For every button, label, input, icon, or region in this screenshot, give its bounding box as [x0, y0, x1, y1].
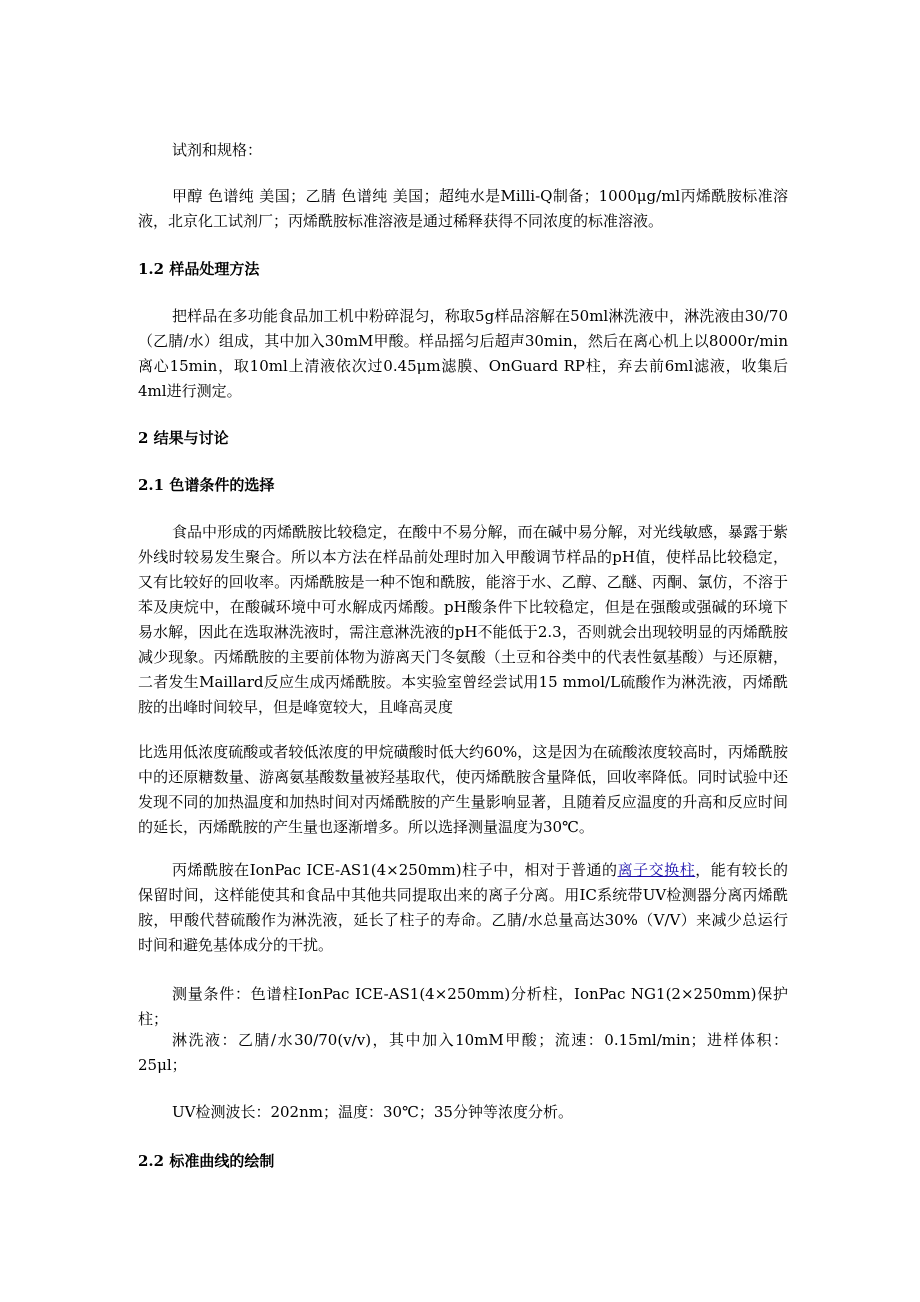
- sample-processing-paragraph: 把样品在多功能食品加工机中粉碎混匀，称取5g样品溶解在50ml淋洗液中，淋洗液由30/70（乙腈/水）组成，其中加入30mM甲酸。样品摇匀后超声30min，然后在离心机上以8000r/min离心15min，取10ml上清液依次过0.45μm滤膜、OnGuard RP柱，弃去前6ml滤液，收集后4ml进行测定。: [138, 307, 788, 400]
- measurement-conditions: 测量条件：色谱柱IonPac ICE-AS1(4×250mm)分析柱，IonPac NG1(2×250mm)保护柱；: [138, 985, 788, 1028]
- paragraph-text-before-link: 丙烯酰胺在IonPac ICE-AS1(4×250mm)柱子中，相对于普通的: [172, 861, 618, 879]
- section-heading-2-1: 2.1 色谱条件的选择: [138, 476, 275, 494]
- chromatography-paragraph-1: 食品中形成的丙烯酰胺比较稳定，在酸中不易分解，而在碱中易分解，对光线敏感，暴露于紫外线时较易发生聚合。所以本方法在样品前处理时加入甲酸调节样品的pH值，使样品比较稳定，又有比较好的回收率。丙烯酰胺是一种不饱和酰胺，能溶于水、乙醇、乙醚、丙酮、氯仿，不溶于苯及庚烷中，在酸碱环境中可水解成丙烯酸。pH酸条件下比较稳定，但是在强酸或强碱的环境下易水解，因此在选取淋洗液时，需注意淋洗液的pH不能低于2.3，否则就会出现较明显的丙烯酰胺减少现象。丙烯酰胺的主要前体物为游离天门冬氨酸（土豆和谷类中的代表性氨基酸）与还原糖，二者发生Maillard反应生成丙烯酰胺。本实验室曾经尝试用15 mmol/L硫酸作为淋洗液，丙烯酰胺的出峰时间较早，但是峰宽较大，且峰高灵度: [138, 523, 788, 716]
- uv-detection-conditions: UV检测波长：202nm；温度：30℃；35分钟等浓度分析。: [172, 1103, 573, 1121]
- ion-exchange-column-link[interactable]: 离子交换柱: [617, 861, 696, 879]
- section-heading-1-2: 1.2 样品处理方法: [138, 260, 260, 278]
- section-heading-2: 2 结果与讨论: [138, 429, 229, 447]
- reagents-title: 试剂和规格：: [172, 141, 263, 159]
- eluent-conditions: 淋洗液：乙腈/水30/70(v/v)，其中加入10mM甲酸；流速：0.15ml/min；进样体积：25μl；: [138, 1031, 788, 1074]
- chromatography-paragraph-2: [138, 858, 788, 958]
- reagents-paragraph: 甲醇 色谱纯 美国；乙腈 色谱纯 美国；超纯水是Milli-Q制备；1000μg/ml丙烯酰胺标准溶液，北京化工试剂厂；丙烯酰胺标准溶液是通过稀释获得不同浓度的标准溶液。: [138, 187, 788, 230]
- section-heading-2-2: 2.2 标准曲线的绘制: [138, 1152, 275, 1170]
- chromatography-paragraph-1-continued: 比选用低浓度硫酸或者较低浓度的甲烷磺酸时低大约60%，这是因为在硫酸浓度较高时，丙烯酰胺中的还原糖数量、游离氨基酸数量被羟基取代，使丙烯酰胺含量降低，回收率降低。同时试验中还发现不同的加热温度和加热时间对丙烯酰胺的产生量影响显著，且随着反应温度的升高和反应时间的延长，丙烯酰胺的产生量也逐渐增多。所以选择测量温度为30℃。: [138, 743, 788, 836]
- paragraph-text-after-link: ，能有较长的保留时间，这样能使其和食品中其他共同提取出来的离子分离。用IC系统带UV检测器分离丙烯酰胺，甲酸代替硫酸作为淋洗液，延长了柱子的寿命。乙腈/水总量高达30%（V/V）来减少总运行时间和避免基体成分的干扰。: [138, 861, 788, 954]
